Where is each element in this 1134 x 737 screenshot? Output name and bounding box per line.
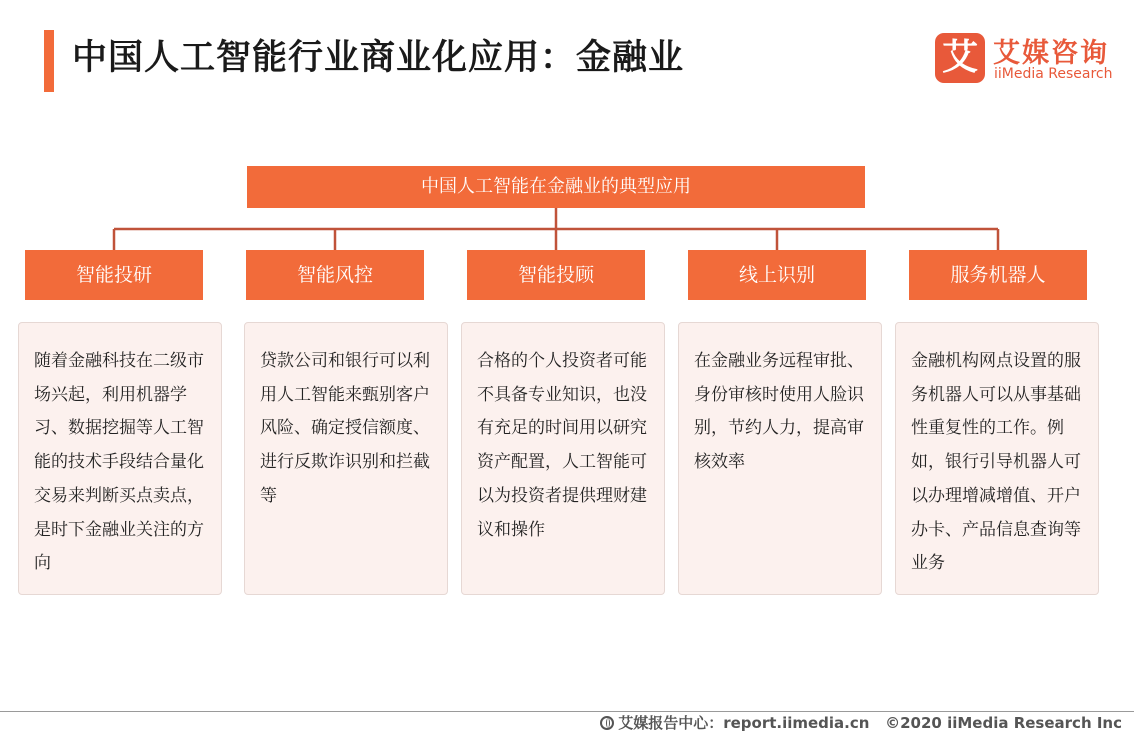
category-node-2: 智能风控 <box>246 250 424 300</box>
category-node-1: 智能投研 <box>25 250 203 300</box>
description-card-3 <box>461 322 665 595</box>
description-text-5: 金融机构网点设置的服务机器人可以从事基础性重复性的工作。例如，银行引导机器人可以办理增减增值、开户办卡、产品信息查询等业务 <box>911 351 1081 574</box>
globe-icon <box>600 716 614 730</box>
footer-copyright: ©2020 iiMedia Research Inc <box>885 714 1122 732</box>
description-card-2 <box>244 322 448 595</box>
root-node: 中国人工智能在金融业的典型应用 <box>247 166 865 208</box>
category-node-5: 服务机器人 <box>909 250 1087 300</box>
description-card-5 <box>895 322 1099 595</box>
footer <box>600 713 1122 733</box>
logo-mark-icon: 艾 <box>935 33 985 83</box>
description-text-2: 贷款公司和银行可以利用人工智能来甄别客户风险、确定授信额度、进行反欺诈识别和拦截等 <box>260 351 430 506</box>
description-text-4: 在金融业务远程审批、身份审核时使用人脸识别，节约人力，提高审核效率 <box>694 351 864 473</box>
footer-source: 艾媒报告中心：report.iimedia.cn <box>618 714 870 732</box>
footer-divider <box>0 711 1134 712</box>
description-card-4 <box>678 322 882 595</box>
description-card-1 <box>18 322 222 595</box>
page-title: 中国人工智能行业商业化应用：金融业 <box>72 38 685 78</box>
category-node-3: 智能投顾 <box>467 250 645 300</box>
description-text-1: 随着金融科技在二级市场兴起，利用机器学习、数据挖掘等人工智能的技术手段结合量化交易来判断买点卖点，是时下金融业关注的方向 <box>34 351 204 574</box>
logo-name-cn: 艾媒咨询 <box>993 38 1109 69</box>
logo-name-en: iiMedia Research <box>994 66 1113 82</box>
category-node-4: 线上识别 <box>688 250 866 300</box>
description-text-3: 合格的个人投资者可能不具备专业知识，也没有充足的时间用以研究资产配置，人工智能可以为投资者提供理财建议和操作 <box>477 351 647 540</box>
